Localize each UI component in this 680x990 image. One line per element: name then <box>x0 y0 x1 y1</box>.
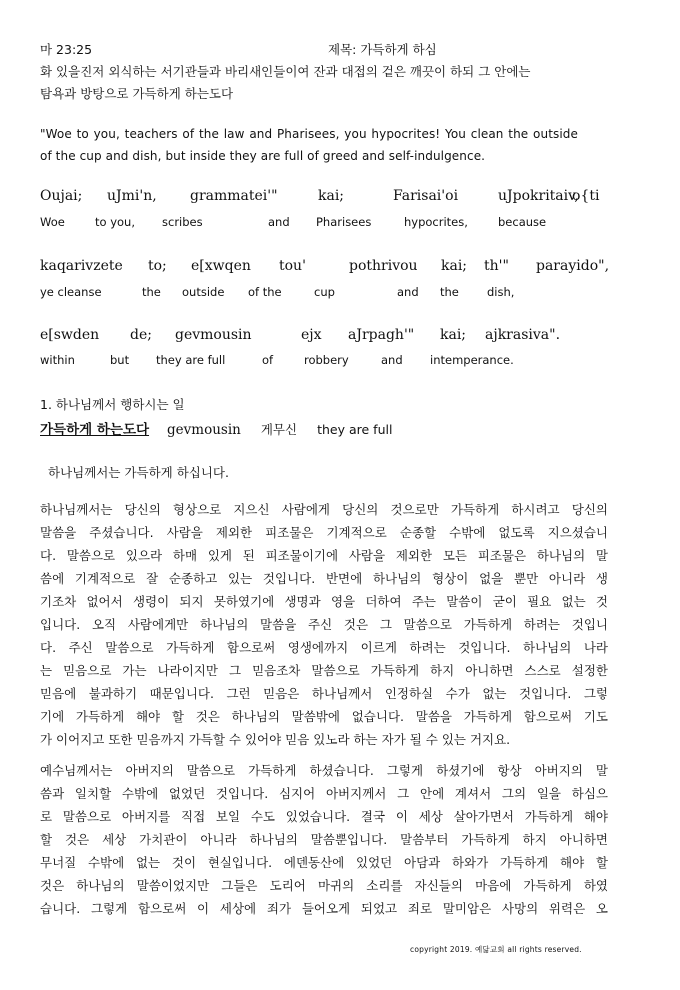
paragraph-line: 예수님께서는 아버지의 말씀으로 가득하게 하셨습니다. 그렇게 하셨기에 항상 아버지의 말 <box>40 763 608 778</box>
gloss-word: of <box>262 353 274 367</box>
paragraph-line: 기조차 없어서 생령이 되지 못하였기에 생명과 영을 더하여 주는 말씀이 굳이 필요 없는 것 <box>40 594 608 609</box>
paragraph-line: 다. 주신 말씀으로 가득하게 함으로써 영생에까지 이르게 하려는 것입니다. 하나님의 나라 <box>40 640 608 655</box>
greek-word: ejx <box>301 327 322 343</box>
greek-word: Oujai; <box>40 188 83 204</box>
gloss-word: and <box>268 215 290 229</box>
paragraph-line: 씀에 기계적으로 잘 순종하고 있는 것입니다. 반면에 하나님의 형상이 없을 뿐만 아니라 생 <box>40 571 608 586</box>
lead-sentence: 하나님께서는 가득하게 하십니다. <box>48 465 229 480</box>
greek-word: kai; <box>318 188 345 204</box>
greek-word: th'" <box>484 258 509 274</box>
keyword-line <box>40 418 392 438</box>
greek-word: uJpokritaiv, <box>498 188 579 204</box>
paragraph-line: 믿음에 불과하기 때문입니다. 그런 믿음은 하나님께서 인정하실 수가 없는 것입니다. 그렇 <box>40 686 608 701</box>
keyword-greek: gevmousin <box>167 422 241 438</box>
gloss-word: hypocrites, <box>404 215 468 229</box>
paragraph-line: 하나님께서는 당신의 형상으로 지으신 사람에게 당신의 것으로만 가득하게 하시려고 당신의 <box>40 502 608 517</box>
greek-word: gevmousin <box>175 327 252 343</box>
greek-word: e[xwqen <box>191 258 251 274</box>
body-paragraph <box>40 759 608 920</box>
greek-word: e[swden <box>40 327 100 343</box>
gloss-word: and <box>381 353 403 367</box>
greek-word: pothrivou <box>349 258 418 274</box>
gloss-word: because <box>498 215 547 229</box>
keyword-transliteration: 게무신 <box>260 422 298 437</box>
paragraph-line: 할 것은 세상 가치관이 아니라 하나님의 말씀뿐입니다. 말씀부터 가득하게 하지 아니하면 <box>40 832 608 847</box>
greek-word: kai; <box>441 258 468 274</box>
gloss-word: ye cleanse <box>40 285 102 299</box>
gloss-word: Pharisees <box>316 215 372 229</box>
gloss-word: and <box>397 285 419 299</box>
section-heading: 1. 하나님께서 행하시는 일 <box>40 397 185 412</box>
keyword-korean: 가득하게 하는도다 <box>40 422 150 438</box>
gloss-word: dish, <box>487 285 515 299</box>
greek-word: de; <box>130 327 152 343</box>
gloss-word: of the <box>248 285 282 299</box>
greek-word: grammatei'" <box>190 188 278 204</box>
gloss-word: robbery <box>304 353 349 367</box>
gloss-word: within <box>40 353 75 367</box>
greek-word: o{ti <box>572 188 600 204</box>
gloss-word: scribes <box>162 215 203 229</box>
gloss-word: intemperance. <box>430 353 514 367</box>
sermon-title: 제목: 가득하게 하심 <box>328 42 437 57</box>
greek-word: parayido", <box>536 258 610 274</box>
paragraph-line: 씀과 일치할 수밖에 없었던 것입니다. 심지어 아버지께서 그 안에 계셔서 그의 일을 하심으 <box>40 786 608 801</box>
gloss-word: they are full <box>156 353 226 367</box>
paragraph-line: 것은 하나님의 말씀이었지만 그들은 도리어 마귀의 소리를 자신들의 마음에 가득하게 하였 <box>40 878 608 893</box>
paragraph-line: 는 믿음으로 가는 나라이지만 그 믿음조차 말씀으로 가득하게 하지 아니하면 스스로 설정한 <box>40 663 608 678</box>
gloss-word: but <box>110 353 130 367</box>
gloss-word: Woe <box>40 215 65 229</box>
korean-verse-line: 화 있을진저 외식하는 서기관들과 바리새인들이여 잔과 대접의 겉은 깨끗이 하되 그 안에는 <box>40 64 531 79</box>
korean-verse-line: 탐욕과 방탕으로 가득하게 하는도다 <box>40 86 234 101</box>
paragraph-line: 무너질 수밖에 없는 것이 현실입니다. 에덴동산에 있었던 아담과 하와가 가득하게 해야 할 <box>40 855 608 870</box>
gloss-word: outside <box>182 285 225 299</box>
copyright-footer: copyright 2019. 예닮교회 all rights reserved. <box>410 945 582 954</box>
paragraph-line: 습니다. 그렇게 함으로써 이 세상에 죄가 들어오게 되었고 죄로 말미암은 사망의 위력은 오 <box>40 901 608 916</box>
greek-word: aJrpagh'" <box>348 327 415 343</box>
greek-word: kai; <box>440 327 467 343</box>
gloss-word: cup <box>314 285 335 299</box>
body-paragraph <box>40 498 608 751</box>
greek-word: kaqarivzete <box>40 258 123 274</box>
paragraph-line: 다. 말씀으로 있으라 하매 있게 된 피조물이기에 사람을 제외한 모든 피조물은 하나님의 말 <box>40 548 608 563</box>
greek-word: tou' <box>279 258 306 274</box>
greek-word: Farisai'oi <box>393 188 459 204</box>
scripture-reference: 마 23:25 <box>40 42 93 57</box>
gloss-word: the <box>440 285 459 299</box>
gloss-word: the <box>142 285 161 299</box>
paragraph-line: 기에 가득하게 해야 할 것은 하나님의 말씀밖에 없습니다. 말씀을 가득하게 함으로써 기도 <box>40 709 608 724</box>
paragraph-line: 입니다. 오직 사람에게만 하나님의 말씀을 주신 것은 그 말씀으로 가득하게 하려는 것입니 <box>40 617 608 632</box>
greek-word: ajkrasiva". <box>485 327 561 343</box>
greek-word: to; <box>148 258 167 274</box>
paragraph-line: 말씀을 주셨습니다. 사람을 제외한 피조물은 기계적으로 순종할 수밖에 없도록 지으셨습니 <box>40 525 608 540</box>
keyword-english: they are full <box>317 422 393 437</box>
paragraph-line: 로 말씀으로 아버지를 직접 보일 수도 있었습니다. 결국 이 세상 살아가면서 가득하게 해야 <box>40 809 608 824</box>
gloss-word: to you, <box>95 215 135 229</box>
paragraph-line: 가 이어지고 또한 믿음까지 가득할 수 있어야 믿음 있노라 하는 자가 될 수 있는 거지요. <box>40 732 511 747</box>
greek-word: uJmi'n, <box>107 188 157 204</box>
english-verse: "Woe to you, teachers of the law and Pharisees, you hypocrites! You clean the outside of the cup and dish, but inside they are full of greed and self-indulgence. <box>40 127 578 163</box>
